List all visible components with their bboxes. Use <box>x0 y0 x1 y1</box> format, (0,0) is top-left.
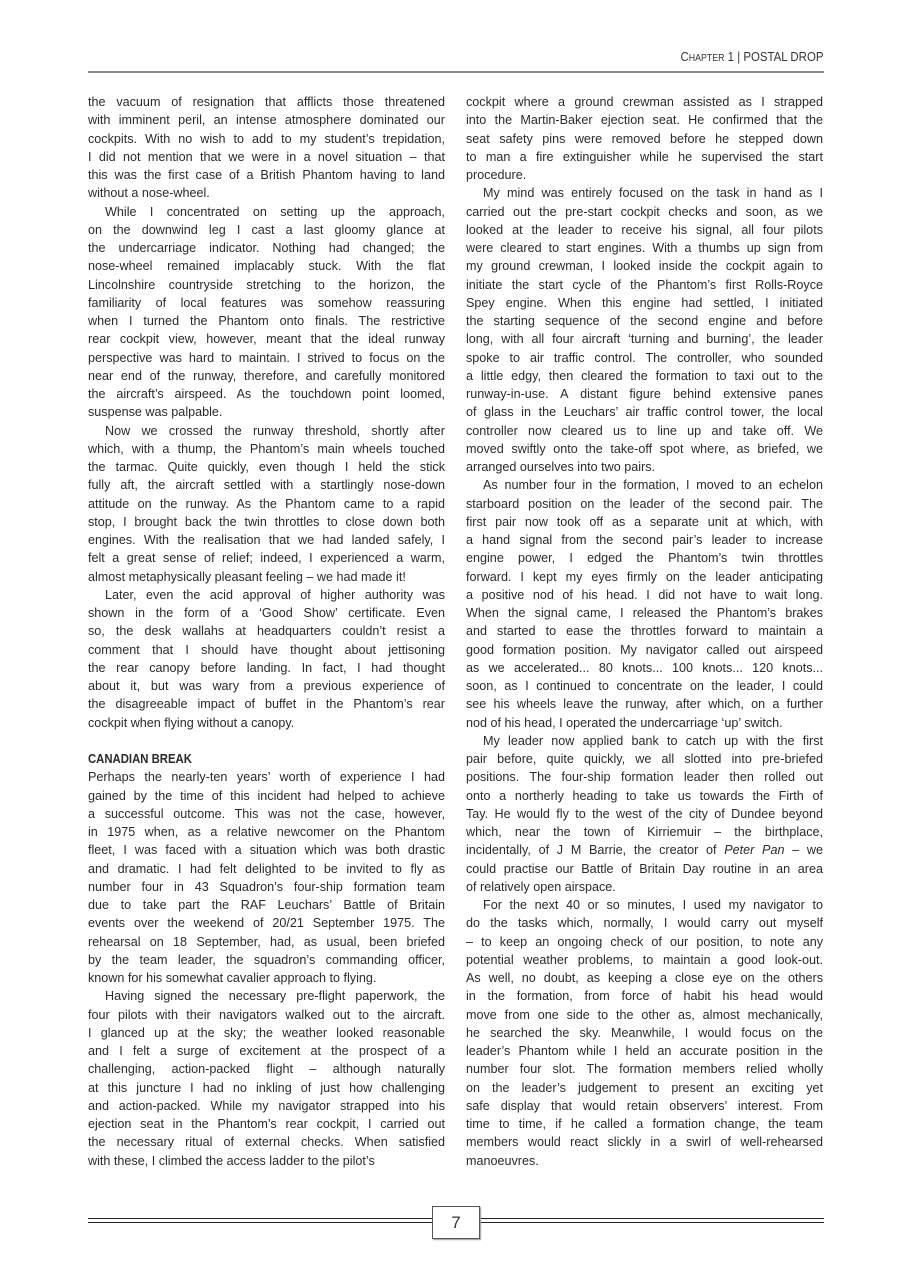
text-line: I did not mention that we were in a novel situation – that <box>88 149 445 164</box>
text-line: a little edgy, then cleared the formation to taxi out to the <box>466 368 823 383</box>
header-rule <box>88 71 824 73</box>
text-line: stop, I brought back the twin throttles to close down both <box>88 514 445 529</box>
text-line: do the tasks which, normally, I would carry out myself <box>466 916 823 931</box>
text-line: soon, as I continued to concentrate on the leader, I could <box>466 679 823 693</box>
chapter-title: POSTAL DROP <box>742 49 823 64</box>
text-line: due to take part the RAF Leuchars’ Battle of Britain <box>88 898 445 912</box>
text-line: to man a fire extinguisher while he supervised the start <box>466 149 823 164</box>
text-line: a successful outcome. This was not the case, however, <box>88 806 445 821</box>
text-segment: – we <box>784 843 823 858</box>
text-line: without a nose-wheel. <box>88 186 210 201</box>
text-line: number four in 43 Squadron’s four-ship formation team <box>88 879 445 894</box>
text-line: – to keep an ongoing check of our position, to note any <box>466 934 823 949</box>
text-line: onto a northerly heading to take us towards the Firth of <box>466 788 823 803</box>
text-line: rehearsal on 18 September, had, as usual, been briefed <box>88 934 445 949</box>
text-line: cockpit when flying without a canopy. <box>88 715 295 730</box>
text-line: this was the first case of a British Phantom having to land <box>88 168 445 182</box>
text-line: seat safety pins were removed before he stepped down <box>466 131 823 146</box>
text-line: see his wheels leave the runway, after which, on a further <box>466 697 823 712</box>
section-heading: CANADIAN BREAK <box>88 752 192 766</box>
text-line: the starting sequence of the second engine and before <box>466 314 823 328</box>
text-line: potential weather problems, to maintain a good look-out. <box>466 952 823 967</box>
text-line: time to time, if he called a formation change, the team <box>466 1117 823 1131</box>
text-line: and started to ease the throttles forward to maintain a <box>466 624 823 639</box>
text-line: gained by the time of this incident had helped to achieve <box>88 788 445 803</box>
text-line: members would react slickly in a swirl of well-rehearsed <box>466 1135 823 1150</box>
text-line: While I concentrated on setting up the approach, <box>105 204 445 219</box>
text-line: Spey engine. When this engine had settled, I initiated <box>466 295 823 310</box>
text-line: arranged ourselves into two pairs. <box>466 460 656 474</box>
text-line: manoeuvres. <box>466 1153 539 1168</box>
right-text-column <box>466 93 823 1170</box>
text-line: felt a great sense of relief; indeed, I experienced a warm, <box>88 551 445 566</box>
text-line: Perhaps the nearly-ten years’ worth of experience I had <box>88 770 445 785</box>
text-line: runway-in-use. A distant figure behind extensive panes <box>466 387 823 401</box>
text-line: the rear canopy before landing. In fact, I had thought <box>88 660 445 675</box>
text-line: I glanced up at the sky; the weather looked reasonable <box>88 1025 445 1040</box>
running-header <box>680 49 823 64</box>
chapter-label-initial: C <box>680 49 689 64</box>
text-line: procedure. <box>466 168 527 182</box>
text-line: into the Martin-Baker ejection seat. He confirmed that the <box>466 113 823 128</box>
text-line: good formation position. My navigator called out airspeed <box>466 642 823 657</box>
text-line: the disagreeable impact of buffet in the Phantom’s rear <box>88 697 445 712</box>
text-line: the necessary ritual of external checks. When satisfied <box>88 1135 445 1150</box>
text-line: challenging, action-packed flight – although naturally <box>88 1062 445 1077</box>
left-text-column <box>88 93 445 1170</box>
text-line: so, the desk wallahs at headquarters couldn’t resist a <box>88 624 445 639</box>
text-line: looked at the leader to receive his signal, all four pilots <box>466 222 823 237</box>
text-line: the aircraft’s airspeed. As the touchdown point loomed, <box>88 387 445 401</box>
text-line: first pair now took off as a separate unit at which, with <box>466 514 823 529</box>
header-separator: | <box>736 49 740 64</box>
text-line: known for his somewhat cavalier approach to flying. <box>88 971 377 985</box>
text-line: For the next 40 or so minutes, I used my navigator to <box>483 898 823 912</box>
text-line: could practise our Battle of Britain Day routine in an area <box>466 861 823 876</box>
text-line: My leader now applied bank to catch up with the first <box>483 733 823 748</box>
text-line: and action-packed. While my navigator strapped into his <box>88 1098 445 1113</box>
text-line: in 1975 when, as a relative newcomer on the Phantom <box>88 825 445 839</box>
text-line: on the leader’s judgement to present an exciting yet <box>466 1080 823 1095</box>
text-line: Tay. He would fly to the west of the city of Dundee beyond <box>466 806 823 821</box>
text-line: long, with all four aircraft ‘turning and burning’, the leader <box>466 332 823 347</box>
text-line: positions. The four-ship formation leader then rolled out <box>466 770 823 785</box>
chapter-number: 1 <box>727 49 734 64</box>
text-line <box>88 732 445 750</box>
book-title: Peter Pan <box>724 843 785 858</box>
text-line: As number four in the formation, I moved to an echelon <box>483 478 823 493</box>
text-line: move from one side to the other as, almost mechanically, <box>466 1007 823 1022</box>
text-line: carried out the pre-start cockpit checks and soon, as we <box>466 204 823 219</box>
text-line: Lincolnshire countryside stretching to the horizon, the <box>88 277 445 292</box>
text-line: with these, I climbed the access ladder to the pilot’s <box>88 1153 375 1168</box>
text-line: events over the weekend of 20/21 September 1975. The <box>88 916 445 931</box>
text-line: cockpit where a ground crewman assisted as I strapped <box>466 95 823 109</box>
text-line: which, with a thump, the Phantom’s main wheels touched <box>88 441 445 456</box>
text-line: and I felt a surge of excitement at the prospect of a <box>88 1044 445 1058</box>
text-line: the vacuum of resignation that afflicts those threatened <box>88 95 445 109</box>
text-line: nose-wheel remained implacably stuck. With the flat <box>88 259 445 274</box>
text-line: by the team leader, the squadron’s commanding officer, <box>88 952 445 967</box>
text-line: when I turned the Phantom onto finals. The restrictive <box>88 314 445 328</box>
text-line: safe display that would retain observers’ interest. From <box>466 1098 823 1113</box>
text-line: familiarity of local features was somehow reassuring <box>88 295 445 310</box>
text-line: rear cockpit view, however, meant that the ideal runway <box>88 332 445 347</box>
text-line: and dramatic. I had felt delighted to be invited to fly as <box>88 861 445 876</box>
text-line: ejection seat in the Phantom’s rear cockpit, I carried out <box>88 1117 445 1131</box>
text-line: When the signal came, I released the Phantom’s brakes <box>466 606 823 620</box>
text-line: initiate the start cycle of the Phantom’s first Rolls-Royce <box>466 277 823 292</box>
text-line: shown in the form of a ‘Good Show’ certificate. Even <box>88 606 445 620</box>
text-line: he searched the sky. Meanwhile, I would focus on the <box>466 1025 823 1040</box>
text-line: number four slot. The formation members relied wholly <box>466 1062 823 1077</box>
text-line: with imminent peril, an intense atmosphere dominated our <box>88 113 445 128</box>
text-line: were cleared to start engines. With a thumbs up sign from <box>466 241 823 255</box>
page-number: 7 <box>432 1206 480 1239</box>
text-line: in the formation, from force of habit his head would <box>466 989 823 1004</box>
text-line: engines. With the realisation that we had landed safely, I <box>88 533 445 547</box>
text-line: a hand signal from the second pair’s leader to increase <box>466 533 823 547</box>
text-line: As well, no doubt, as keeping a close eye on the others <box>466 971 823 985</box>
text-line: nod of his head, I operated the undercarriage ‘up’ switch. <box>466 715 783 730</box>
chapter-label: HAPTER <box>688 53 724 64</box>
text-line: My mind was entirely focused on the task in hand as I <box>483 186 823 201</box>
text-line: perspective was hard to maintain. I strived to focus on the <box>88 350 445 365</box>
text-line: of glass in the Leuchars’ air traffic control tower, the local <box>466 405 823 420</box>
text-line: Later, even the acid approval of higher authority was <box>105 587 445 602</box>
text-line: a positive nod of his head. I did not have to wait long. <box>466 587 823 602</box>
text-line: my ground crewman, I looked inside the cockpit again to <box>466 259 823 274</box>
text-line: fleet, I was faced with a situation which was both drastic <box>88 843 445 858</box>
text-line: the undercarriage indicator. Nothing had changed; the <box>88 241 445 255</box>
text-line: pair before, quite quickly, we all slotted into pre-briefed <box>466 752 823 766</box>
text-line: starboard position on the leader of the second pair. The <box>466 496 823 511</box>
text-line: at this juncture I had no inkling of just how challenging <box>88 1080 445 1095</box>
text-line: cockpits. With no wish to add to my student’s trepidation, <box>88 131 445 146</box>
text-line: spoke to air traffic control. The controller, who sounded <box>466 350 823 365</box>
text-line: engine power, I edged the Phantom’s twin throttles <box>466 551 823 566</box>
text-segment: incidentally, of J M Barrie, the creator of <box>466 843 725 858</box>
text-line: near end of the runway, therefore, and carefully monitored <box>88 368 445 383</box>
text-line: which, near the town of Kirriemuir – the birthplace, <box>466 825 823 839</box>
text-line: as we accelerated... 80 knots... 100 knots... 120 knots... <box>466 660 823 675</box>
text-line: about it, but was wary from a previous experience of <box>88 679 445 693</box>
text-line: comment that I should have thought about jettisoning <box>88 642 445 657</box>
text-line: the tarmac. Quite quickly, even though I held the stick <box>88 460 445 474</box>
text-line: on the downwind leg I cast a last gloomy glance at <box>88 222 445 237</box>
text-line: controller now cleared us to line up and take off. We <box>466 423 823 438</box>
text-line: of relatively open airspace. <box>466 879 616 894</box>
text-line: Having signed the necessary pre-flight paperwork, the <box>105 989 445 1004</box>
text-line: forward. I kept my eyes firmly on the leader anticipating <box>466 569 823 584</box>
text-line: Now we crossed the runway threshold, shortly after <box>105 423 445 438</box>
text-line: four pilots with their navigators walked out to the aircraft. <box>88 1007 445 1022</box>
text-line: suspense was palpable. <box>88 405 223 420</box>
text-line: almost metaphysically pleasant feeling – we had made it! <box>88 569 406 584</box>
text-line: leader’s Phantom while I held an accurate position in the <box>466 1044 823 1058</box>
text-line: fully aft, the aircraft settled with a startlingly nose-down <box>88 478 445 493</box>
text-line: moved swiftly onto the take-off spot where, as briefed, we <box>466 441 823 456</box>
text-line <box>466 841 823 859</box>
text-line: attitude on the runway. As the Phantom came to a rapid <box>88 496 445 511</box>
